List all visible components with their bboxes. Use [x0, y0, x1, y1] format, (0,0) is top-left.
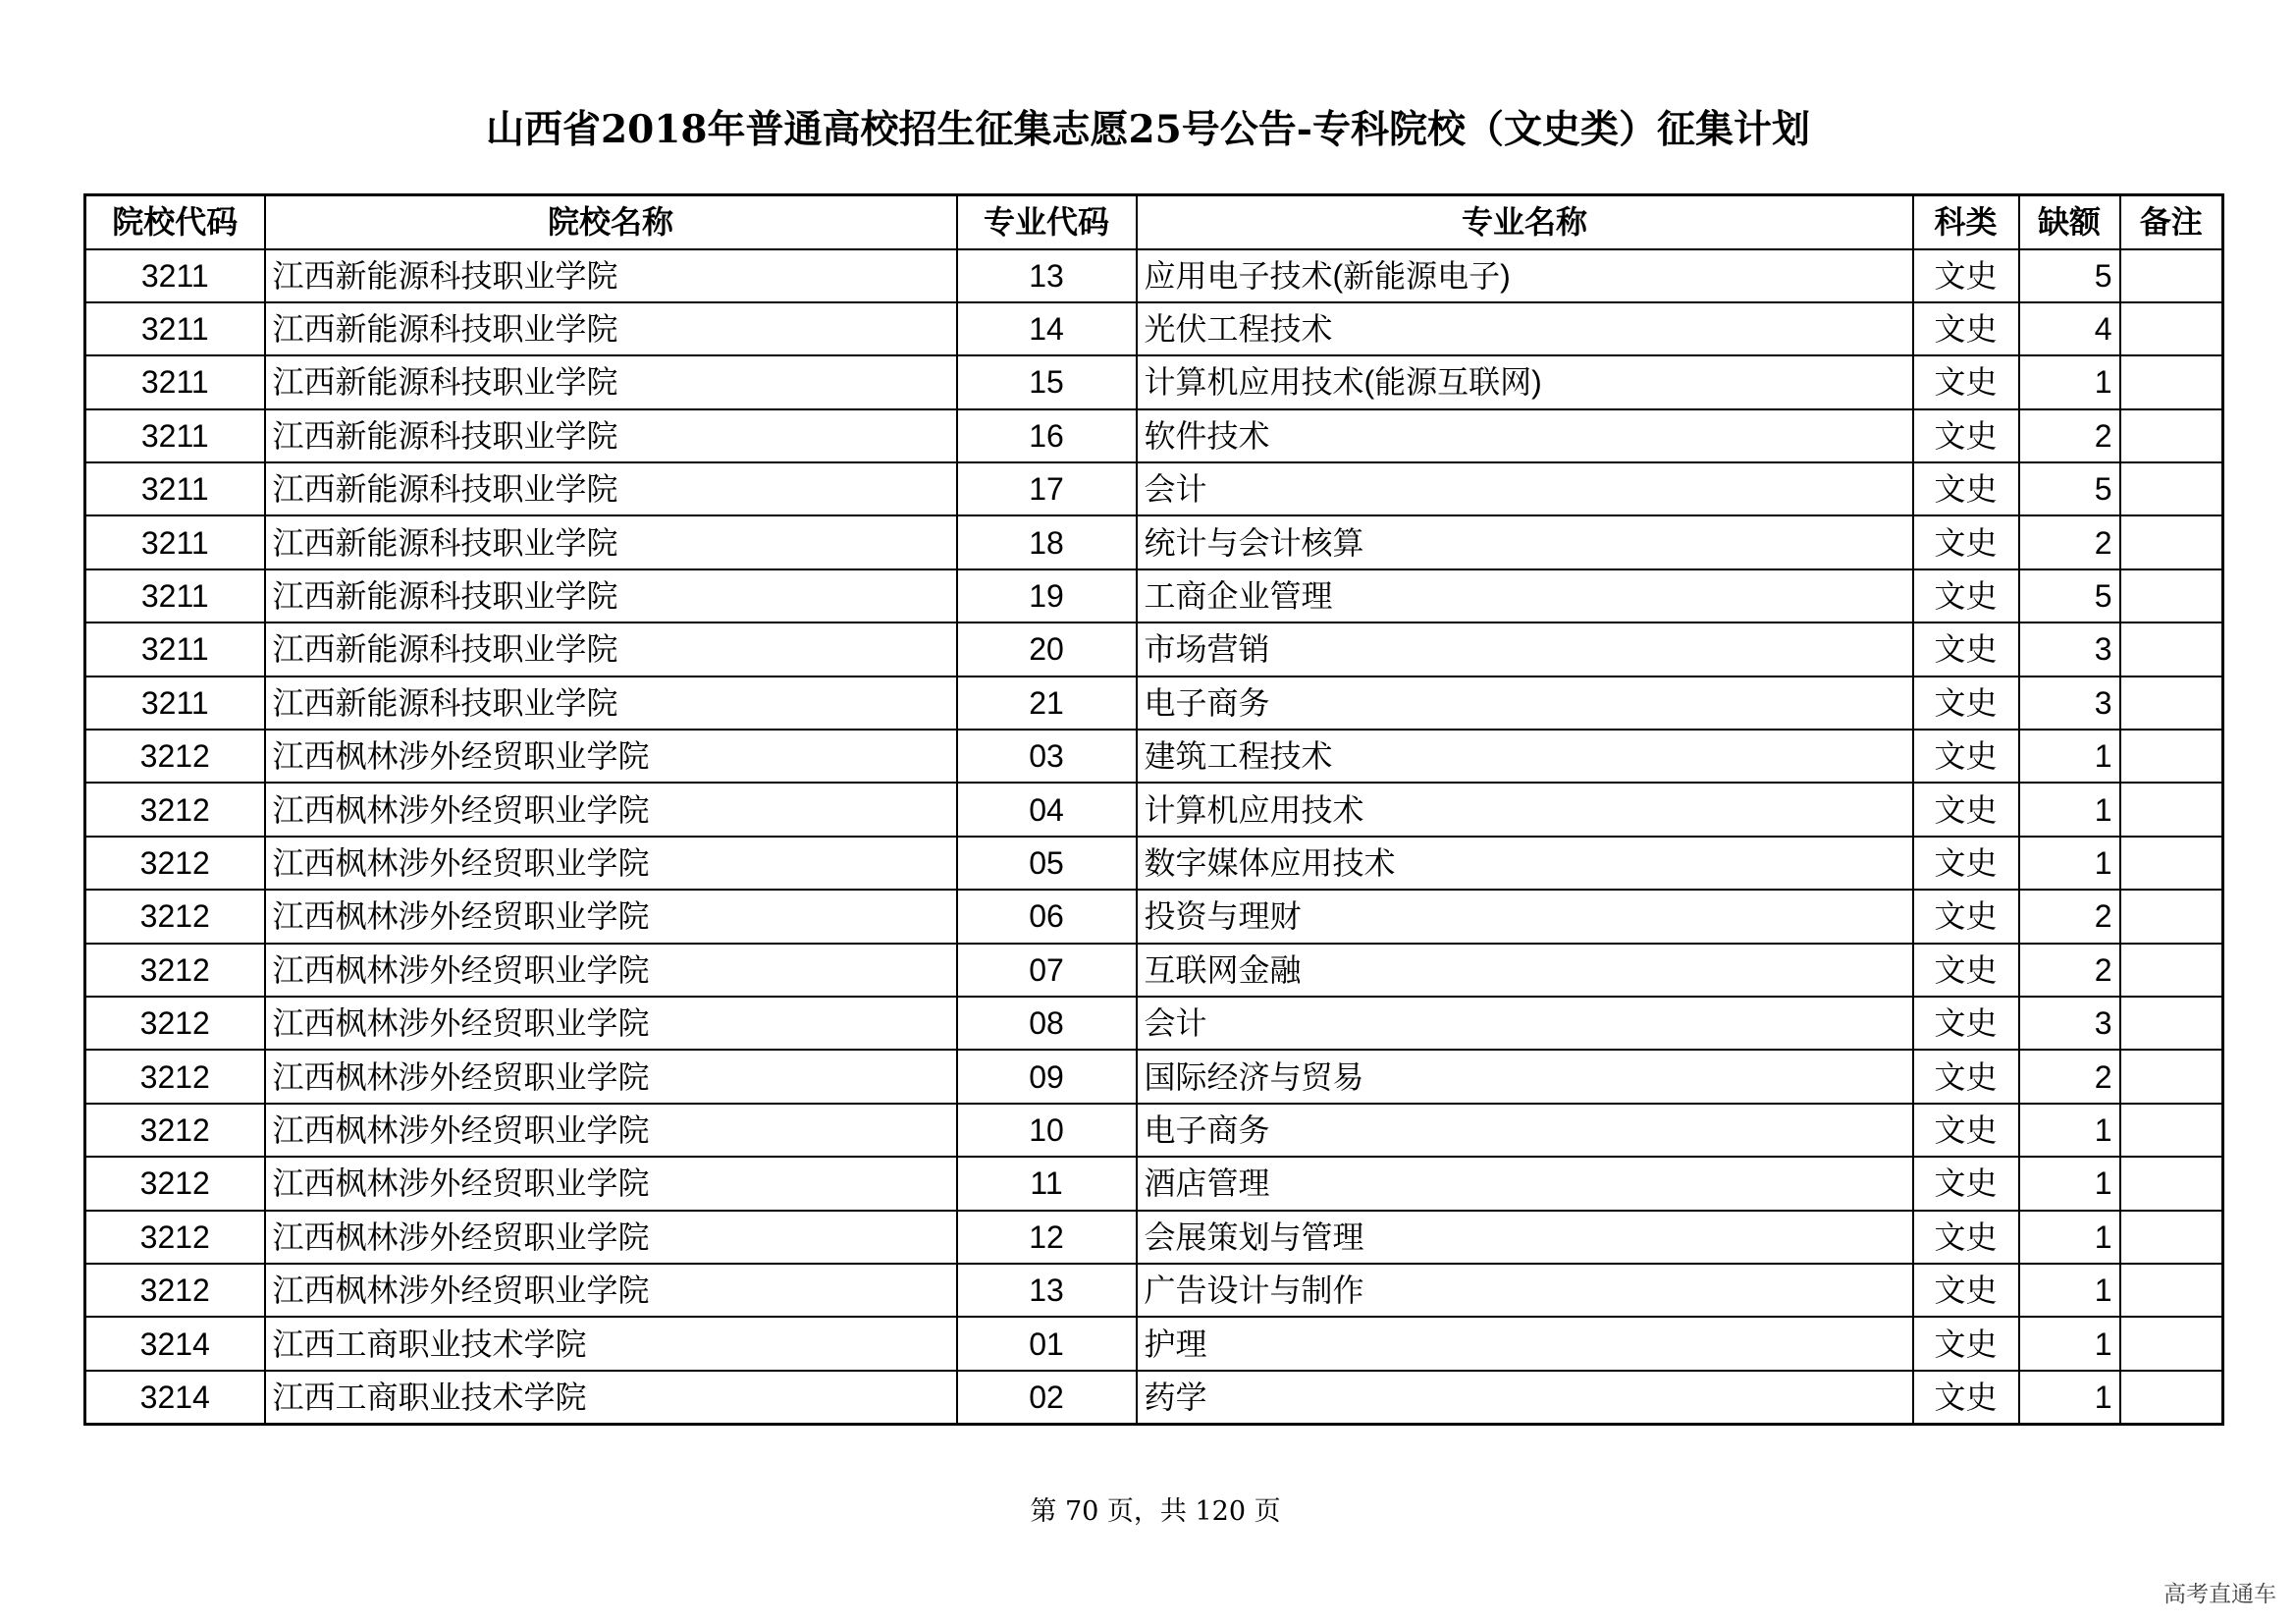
school-code-cell: 3212	[85, 730, 265, 783]
category-cell: 文史	[1913, 302, 2019, 355]
school-code-cell: 3211	[85, 409, 265, 462]
major-name-cell: 统计与会计核算	[1137, 515, 1913, 568]
category-cell: 文史	[1913, 515, 2019, 568]
major-code-cell: 06	[957, 890, 1137, 943]
table-row	[85, 569, 2223, 623]
category-cell: 文史	[1913, 890, 2019, 943]
school-name-cell: 江西新能源科技职业学院	[265, 462, 957, 515]
major-code-cell: 02	[957, 1371, 1137, 1424]
header-major-name: 专业名称	[1137, 195, 1913, 249]
table-row	[85, 462, 2223, 515]
school-name-cell: 江西枫林涉外经贸职业学院	[265, 730, 957, 783]
header-school-name: 院校名称	[265, 195, 957, 249]
remarks-cell	[2120, 997, 2223, 1050]
remarks-cell	[2120, 355, 2223, 408]
major-name-cell: 市场营销	[1137, 623, 1913, 676]
major-name-cell: 电子商务	[1137, 1104, 1913, 1157]
school-name-cell: 江西枫林涉外经贸职业学院	[265, 837, 957, 890]
remarks-cell	[2120, 409, 2223, 462]
major-code-cell: 12	[957, 1211, 1137, 1264]
school-name-cell: 江西枫林涉外经贸职业学院	[265, 1157, 957, 1210]
major-code-cell: 10	[957, 1104, 1137, 1157]
vacancies-cell: 1	[2019, 837, 2120, 890]
major-name-cell: 护理	[1137, 1317, 1913, 1370]
remarks-cell	[2120, 837, 2223, 890]
major-name-cell: 电子商务	[1137, 677, 1913, 730]
major-code-cell: 15	[957, 355, 1137, 408]
table-row	[85, 730, 2223, 783]
major-code-cell: 03	[957, 730, 1137, 783]
table-body	[85, 249, 2223, 1425]
major-code-cell: 18	[957, 515, 1137, 568]
major-name-cell: 数字媒体应用技术	[1137, 837, 1913, 890]
school-name-cell: 江西新能源科技职业学院	[265, 623, 957, 676]
school-name-cell: 江西新能源科技职业学院	[265, 355, 957, 408]
major-code-cell: 21	[957, 677, 1137, 730]
school-code-cell: 3212	[85, 997, 265, 1050]
school-code-cell: 3212	[85, 1157, 265, 1210]
major-name-cell: 会计	[1137, 997, 1913, 1050]
vacancies-cell: 5	[2019, 249, 2120, 302]
school-name-cell: 江西枫林涉外经贸职业学院	[265, 944, 957, 997]
major-name-cell: 计算机应用技术	[1137, 783, 1913, 836]
table-row	[85, 997, 2223, 1050]
category-cell: 文史	[1913, 355, 2019, 408]
category-cell: 文史	[1913, 1264, 2019, 1317]
table-row	[85, 249, 2223, 302]
school-code-cell: 3212	[85, 837, 265, 890]
school-code-cell: 3212	[85, 1050, 265, 1103]
major-code-cell: 20	[957, 623, 1137, 676]
remarks-cell	[2120, 302, 2223, 355]
vacancies-cell: 2	[2019, 890, 2120, 943]
school-code-cell: 3211	[85, 302, 265, 355]
table-row	[85, 1050, 2223, 1103]
vacancies-cell: 1	[2019, 1317, 2120, 1370]
remarks-cell	[2120, 462, 2223, 515]
table-row	[85, 355, 2223, 408]
major-code-cell: 17	[957, 462, 1137, 515]
major-name-cell: 计算机应用技术(能源互联网)	[1137, 355, 1913, 408]
school-code-cell: 3214	[85, 1317, 265, 1370]
school-code-cell: 3212	[85, 1104, 265, 1157]
major-code-cell: 13	[957, 1264, 1137, 1317]
vacancies-cell: 2	[2019, 409, 2120, 462]
category-cell: 文史	[1913, 837, 2019, 890]
header-row	[85, 195, 2223, 249]
school-code-cell: 3211	[85, 515, 265, 568]
category-cell: 文史	[1913, 944, 2019, 997]
school-code-cell: 3212	[85, 783, 265, 836]
table-row	[85, 783, 2223, 836]
table-row	[85, 944, 2223, 997]
category-cell: 文史	[1913, 730, 2019, 783]
header-major-code: 专业代码	[957, 195, 1137, 249]
major-name-cell: 建筑工程技术	[1137, 730, 1913, 783]
page-number-footer: 第 70 页，共 120 页	[1030, 1496, 1281, 1527]
major-name-cell: 国际经济与贸易	[1137, 1050, 1913, 1103]
remarks-cell	[2120, 1264, 2223, 1317]
remarks-cell	[2120, 623, 2223, 676]
category-cell: 文史	[1913, 462, 2019, 515]
remarks-cell	[2120, 249, 2223, 302]
school-code-cell: 3211	[85, 677, 265, 730]
remarks-cell	[2120, 783, 2223, 836]
school-name-cell: 江西新能源科技职业学院	[265, 569, 957, 623]
table-row	[85, 1157, 2223, 1210]
header-remarks: 备注	[2120, 195, 2223, 249]
remarks-cell	[2120, 1104, 2223, 1157]
remarks-cell	[2120, 515, 2223, 568]
remarks-cell	[2120, 1211, 2223, 1264]
major-code-cell: 08	[957, 997, 1137, 1050]
category-cell: 文史	[1913, 569, 2019, 623]
major-name-cell: 应用电子技术(新能源电子)	[1137, 249, 1913, 302]
category-cell: 文史	[1913, 409, 2019, 462]
category-cell: 文史	[1913, 1211, 2019, 1264]
table-row	[85, 1371, 2223, 1424]
major-name-cell: 投资与理财	[1137, 890, 1913, 943]
major-code-cell: 13	[957, 249, 1137, 302]
school-code-cell: 3214	[85, 1371, 265, 1424]
table-row	[85, 1104, 2223, 1157]
school-name-cell: 江西工商职业技术学院	[265, 1371, 957, 1424]
remarks-cell	[2120, 677, 2223, 730]
major-code-cell: 11	[957, 1157, 1137, 1210]
school-code-cell: 3212	[85, 944, 265, 997]
school-name-cell: 江西新能源科技职业学院	[265, 302, 957, 355]
vacancies-cell: 2	[2019, 944, 2120, 997]
table-row	[85, 302, 2223, 355]
major-name-cell: 药学	[1137, 1371, 1913, 1424]
school-name-cell: 江西枫林涉外经贸职业学院	[265, 1211, 957, 1264]
category-cell: 文史	[1913, 783, 2019, 836]
major-name-cell: 会展策划与管理	[1137, 1211, 1913, 1264]
watermark: 高考直通车	[2163, 1582, 2276, 1607]
category-cell: 文史	[1913, 677, 2019, 730]
school-name-cell: 江西枫林涉外经贸职业学院	[265, 1050, 957, 1103]
category-cell: 文史	[1913, 1104, 2019, 1157]
category-cell: 文史	[1913, 1050, 2019, 1103]
major-name-cell: 互联网金融	[1137, 944, 1913, 997]
header-school-code: 院校代码	[85, 195, 265, 249]
school-code-cell: 3212	[85, 890, 265, 943]
remarks-cell	[2120, 730, 2223, 783]
major-name-cell: 广告设计与制作	[1137, 1264, 1913, 1317]
vacancies-cell: 1	[2019, 1157, 2120, 1210]
remarks-cell	[2120, 1157, 2223, 1210]
major-name-cell: 光伏工程技术	[1137, 302, 1913, 355]
vacancies-cell: 1	[2019, 1371, 2120, 1424]
enrollment-plan-table	[83, 193, 2224, 1426]
table-row	[85, 1211, 2223, 1264]
category-cell: 文史	[1913, 1157, 2019, 1210]
school-code-cell: 3212	[85, 1264, 265, 1317]
category-cell: 文史	[1913, 1371, 2019, 1424]
vacancies-cell: 1	[2019, 1104, 2120, 1157]
major-code-cell: 14	[957, 302, 1137, 355]
major-code-cell: 01	[957, 1317, 1137, 1370]
school-name-cell: 江西枫林涉外经贸职业学院	[265, 1264, 957, 1317]
major-code-cell: 09	[957, 1050, 1137, 1103]
school-code-cell: 3211	[85, 623, 265, 676]
school-name-cell: 江西枫林涉外经贸职业学院	[265, 890, 957, 943]
major-name-cell: 工商企业管理	[1137, 569, 1913, 623]
table-row	[85, 1317, 2223, 1370]
vacancies-cell: 1	[2019, 1264, 2120, 1317]
school-name-cell: 江西枫林涉外经贸职业学院	[265, 1104, 957, 1157]
vacancies-cell: 1	[2019, 730, 2120, 783]
table-row	[85, 515, 2223, 568]
vacancies-cell: 4	[2019, 302, 2120, 355]
remarks-cell	[2120, 1050, 2223, 1103]
school-name-cell: 江西新能源科技职业学院	[265, 249, 957, 302]
remarks-cell	[2120, 569, 2223, 623]
vacancies-cell: 2	[2019, 515, 2120, 568]
table-row	[85, 1264, 2223, 1317]
header-vacancies: 缺额	[2019, 195, 2120, 249]
school-code-cell: 3211	[85, 249, 265, 302]
header-category: 科类	[1913, 195, 2019, 249]
table-row	[85, 677, 2223, 730]
table-row	[85, 837, 2223, 890]
school-code-cell: 3211	[85, 355, 265, 408]
vacancies-cell: 3	[2019, 997, 2120, 1050]
vacancies-cell: 2	[2019, 1050, 2120, 1103]
school-code-cell: 3211	[85, 462, 265, 515]
major-name-cell: 酒店管理	[1137, 1157, 1913, 1210]
category-cell: 文史	[1913, 1317, 2019, 1370]
vacancies-cell: 5	[2019, 569, 2120, 623]
school-name-cell: 江西枫林涉外经贸职业学院	[265, 783, 957, 836]
major-code-cell: 04	[957, 783, 1137, 836]
vacancies-cell: 1	[2019, 1211, 2120, 1264]
school-name-cell: 江西枫林涉外经贸职业学院	[265, 997, 957, 1050]
table-row	[85, 409, 2223, 462]
major-code-cell: 05	[957, 837, 1137, 890]
vacancies-cell: 1	[2019, 355, 2120, 408]
major-name-cell: 会计	[1137, 462, 1913, 515]
major-name-cell: 软件技术	[1137, 409, 1913, 462]
remarks-cell	[2120, 1317, 2223, 1370]
school-code-cell: 3211	[85, 569, 265, 623]
school-name-cell: 江西新能源科技职业学院	[265, 515, 957, 568]
school-code-cell: 3212	[85, 1211, 265, 1264]
school-name-cell: 江西新能源科技职业学院	[265, 409, 957, 462]
page-title: 山西省2018年普通高校招生征集志愿25号公告-专科院校（文史类）征集计划	[485, 107, 1810, 152]
category-cell: 文史	[1913, 249, 2019, 302]
table-row	[85, 890, 2223, 943]
school-name-cell: 江西工商职业技术学院	[265, 1317, 957, 1370]
table-header	[85, 195, 2223, 249]
category-cell: 文史	[1913, 623, 2019, 676]
vacancies-cell: 3	[2019, 677, 2120, 730]
major-code-cell: 07	[957, 944, 1137, 997]
vacancies-cell: 5	[2019, 462, 2120, 515]
vacancies-cell: 3	[2019, 623, 2120, 676]
category-cell: 文史	[1913, 997, 2019, 1050]
table-row	[85, 623, 2223, 676]
school-name-cell: 江西新能源科技职业学院	[265, 677, 957, 730]
major-code-cell: 19	[957, 569, 1137, 623]
remarks-cell	[2120, 1371, 2223, 1424]
remarks-cell	[2120, 944, 2223, 997]
major-code-cell: 16	[957, 409, 1137, 462]
vacancies-cell: 1	[2019, 783, 2120, 836]
remarks-cell	[2120, 890, 2223, 943]
